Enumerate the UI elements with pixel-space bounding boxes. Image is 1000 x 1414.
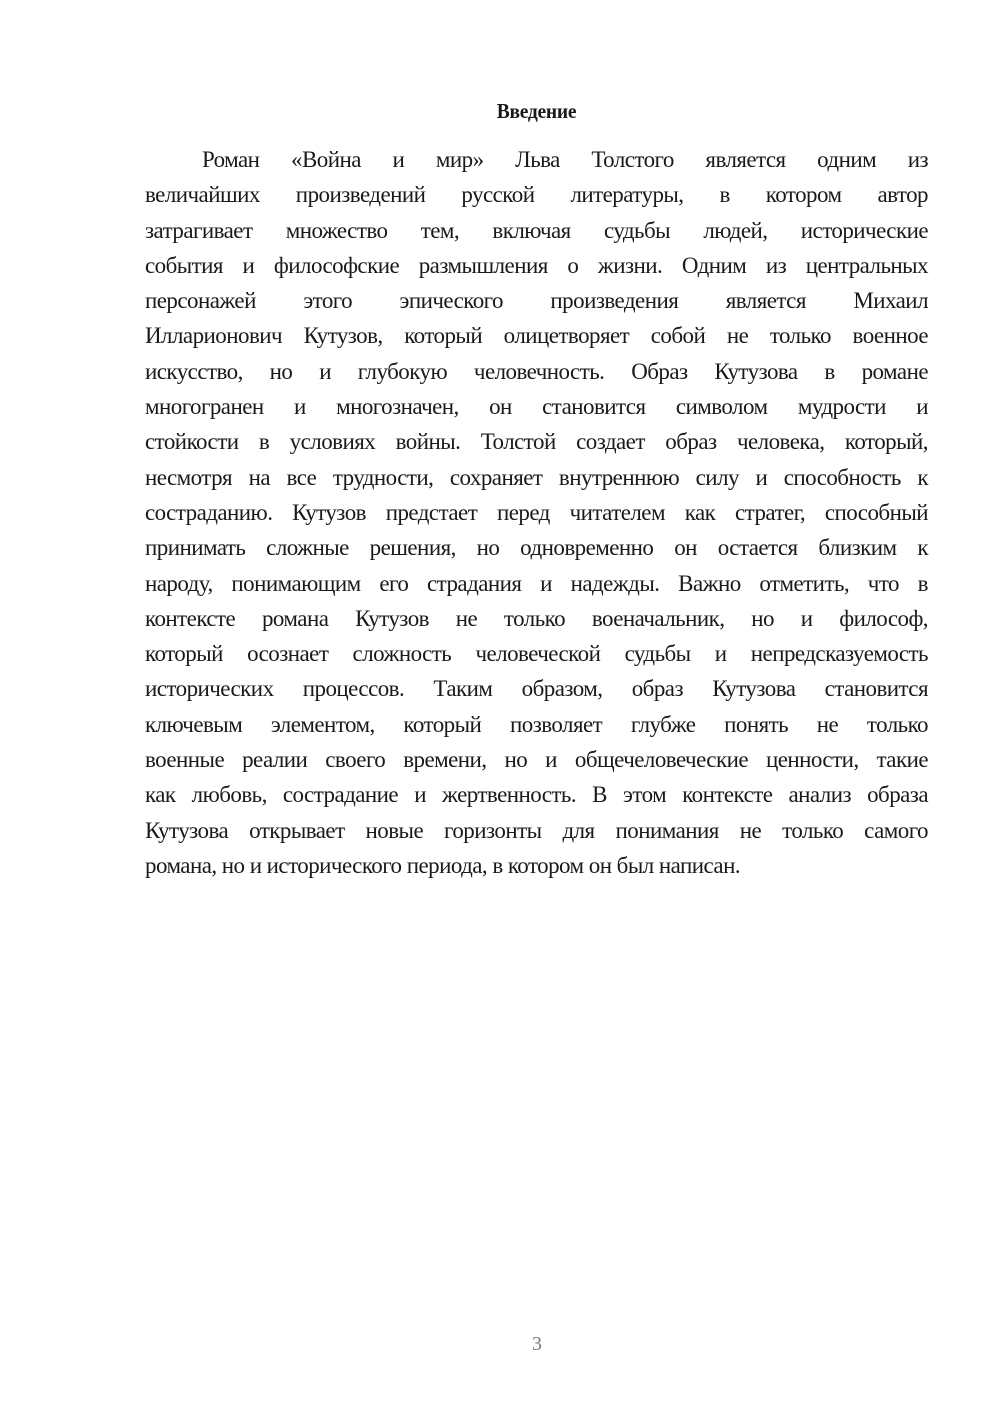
paragraph-line: многогранен и многозначен, он становится символом мудрости и [145,394,928,420]
section-heading: Введение [496,99,577,123]
paragraph-line: Илларионович Кутузов, который олицетворяет собой не только военное [145,323,928,349]
paragraph-line: величайших произведений русской литературы, в котором автор [145,182,928,208]
paragraph-line: контексте романа Кутузов не только военачальник, но и философ, [145,605,928,631]
paragraph-line: затрагивает множество тем, включая судьбы людей, исторические [145,217,928,243]
paragraph-line: ключевым элементом, который позволяет глубже понять не только [145,711,928,737]
paragraph-line: Роман «Война и мир» Льва Толстого является одним из [202,147,928,172]
page-number: 3 [532,1333,542,1355]
paragraph-line: принимать сложные решения, но одновременно он остается близким к [145,535,928,561]
paragraph-line: персонажей этого эпического произведения является Михаил [145,288,928,314]
paragraph-line: события и философские размышления о жизни. Одним из центральных [145,252,928,278]
paragraph-line: который осознает сложность человеческой судьбы и непредсказуемость [145,641,928,667]
paragraph-line: народу, понимающим его страдания и надежды. Важно отметить, что в [145,570,928,596]
paragraph-line: несмотря на все трудности, сохраняет внутреннюю силу и способность к [145,464,928,490]
paragraph-line: Кутузова открывает новые горизонты для понимания не только самого [145,817,928,843]
paragraph-line: исторических процессов. Таким образом, образ Кутузова становится [145,676,928,702]
paragraph-line: искусство, но и глубокую человечность. Образ Кутузова в романе [145,358,928,384]
paragraph-line: состраданию. Кутузов предстает перед читателем как стратег, способный [145,499,928,525]
paragraph-line: стойкости в условиях войны. Толстой создает образ человека, который, [145,429,928,455]
paragraph-line: военные реалии своего времени, но и общечеловеческие ценности, такие [145,747,928,773]
paragraph-line: романа, но и исторического периода, в котором он был написан. [145,852,741,878]
paragraph-line: как любовь, сострадание и жертвенность. В этом контексте анализ образа [145,782,928,808]
body-paragraph [145,145,928,886]
